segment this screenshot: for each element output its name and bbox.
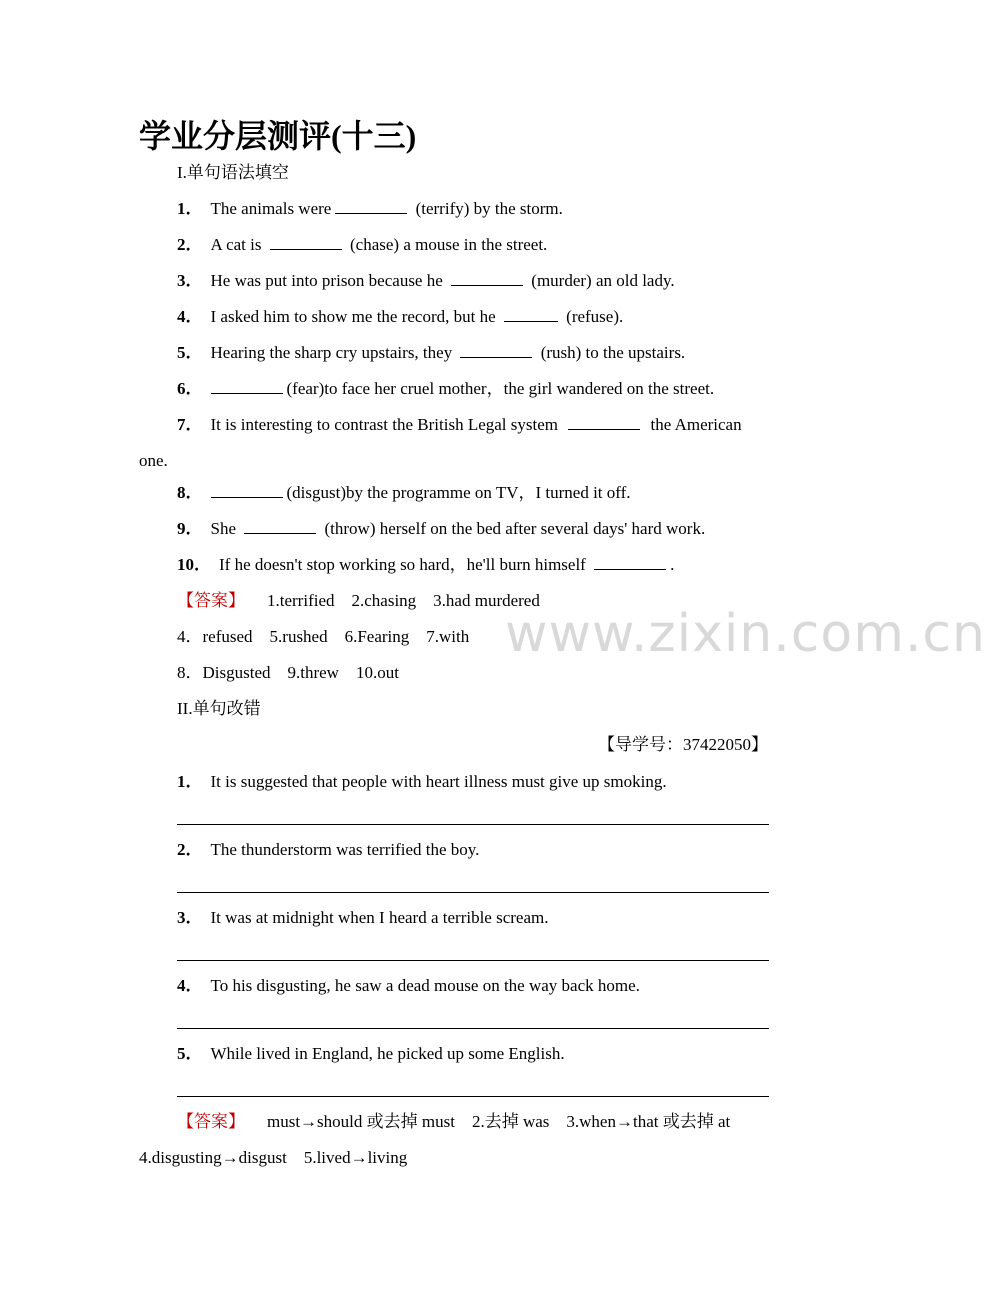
s2-answers-line-2: 4.disgusting→disgust 5.lived→living xyxy=(139,1148,408,1167)
s2-question-3 xyxy=(177,908,548,928)
s1-question-4 xyxy=(177,307,623,327)
q-text: It is suggested that people with heart illness must give up smoking. xyxy=(210,772,667,791)
q-number: 8． xyxy=(177,483,203,502)
s1-question-8 xyxy=(177,483,631,503)
q-number: 5． xyxy=(177,343,203,362)
answer-blank xyxy=(451,271,523,286)
q-number: 1． xyxy=(177,772,203,791)
s1-question-10 xyxy=(177,555,674,575)
q-text-post: (throw) herself on the bed after several days' hard work. xyxy=(320,519,706,538)
s2-question-1 xyxy=(177,772,667,792)
q-text-post: the American xyxy=(646,415,742,434)
guide-number: 【导学号：37422050】 xyxy=(598,735,768,754)
s1-question-5 xyxy=(177,343,685,363)
s2-question-5 xyxy=(177,1044,565,1064)
s1-answers-line-3: 8．Disgusted 9.threw 10.out xyxy=(177,663,399,682)
answer-line xyxy=(177,1028,769,1029)
s2-question-4 xyxy=(177,976,640,996)
watermark: www.zixin.com.cn xyxy=(505,604,986,664)
answer-line xyxy=(177,824,769,825)
s1-question-1 xyxy=(177,199,563,219)
answer-line xyxy=(177,1096,769,1097)
q-text-pre: He was put into prison because he xyxy=(210,271,448,290)
q-text-post: (refuse). xyxy=(561,307,624,326)
answer-blank xyxy=(211,483,283,498)
q-text-pre: Hearing the sharp cry upstairs, they xyxy=(210,343,457,362)
q-text-post: (terrify) by the storm. xyxy=(411,199,563,218)
q-number: 3． xyxy=(177,271,203,290)
section1-heading: I.单句语法填空 xyxy=(177,163,289,182)
answer-line xyxy=(177,892,769,893)
s1-question-7-continuation: one. xyxy=(139,451,168,470)
answer-label: 【答案】 xyxy=(177,591,245,610)
q-text: While lived in England, he picked up some English. xyxy=(210,1044,565,1063)
q-text: To his disgusting, he saw a dead mouse on the way back home. xyxy=(210,976,640,995)
s1-question-7 xyxy=(177,415,742,435)
q-text-post: (murder) an old lady. xyxy=(527,271,675,290)
answer-line xyxy=(177,960,769,961)
q-number: 9． xyxy=(177,519,203,538)
s1-question-9 xyxy=(177,519,705,539)
q-text-pre: A cat is xyxy=(210,235,266,254)
q-number: 6． xyxy=(177,379,203,398)
answer-blank xyxy=(504,307,558,322)
q-text-pre: The animals were xyxy=(210,199,332,218)
page-title: 学业分层测评(十三) xyxy=(139,118,417,154)
q-number: 7． xyxy=(177,415,203,434)
answers-text: 1.terrified 2.chasing 3.had murdered xyxy=(267,591,540,610)
s2-question-2 xyxy=(177,840,479,860)
q-number: 4． xyxy=(177,307,203,326)
q-number: 1． xyxy=(177,199,203,218)
s2-answers-line-1 xyxy=(177,1112,730,1132)
s1-answers-line-1 xyxy=(177,591,540,611)
answer-blank xyxy=(568,415,640,430)
q-text-post: (chase) a mouse in the street. xyxy=(345,235,548,254)
answer-blank xyxy=(460,343,532,358)
answer-label: 【答案】 xyxy=(177,1112,245,1131)
s1-question-6 xyxy=(177,379,714,399)
q-number: 4． xyxy=(177,976,203,995)
s1-answers-line-2: 4．refused 5.rushed 6.Fearing 7.with xyxy=(177,627,470,646)
answer-blank xyxy=(594,555,666,570)
q-text-pre: It is interesting to contrast the British Legal system xyxy=(210,415,563,434)
q-text-pre: She xyxy=(210,519,241,538)
q-number: 3． xyxy=(177,908,203,927)
q-text-post: (rush) to the upstairs. xyxy=(536,343,686,362)
section2-heading: II.单句改错 xyxy=(177,699,261,718)
answer-blank xyxy=(270,235,342,250)
answer-blank xyxy=(211,379,283,394)
q-number: 2． xyxy=(177,840,203,859)
answer-blank xyxy=(244,519,316,534)
q-number: 5． xyxy=(177,1044,203,1063)
q-text-post: (disgust)by the programme on TV，I turned it off. xyxy=(286,483,631,502)
s1-question-3 xyxy=(177,271,675,291)
s1-question-2 xyxy=(177,235,547,255)
q-text-post: . xyxy=(670,555,675,574)
q-number: 10． xyxy=(177,555,211,574)
q-text-post: (fear)to face her cruel mother，the girl wandered on the street. xyxy=(286,379,715,398)
q-text: It was at midnight when I heard a terrible scream. xyxy=(210,908,549,927)
q-text-pre: I asked him to show me the record, but he xyxy=(210,307,500,326)
q-text-pre: If he doesn't stop working so hard，he'll burn himself xyxy=(219,555,591,574)
q-text: The thunderstorm was terrified the boy. xyxy=(210,840,480,859)
answers-text: must→should 或去掉 must 2.去掉 was 3.when→that 或去掉 at xyxy=(267,1112,731,1131)
answer-blank xyxy=(335,199,407,214)
q-number: 2． xyxy=(177,235,203,254)
